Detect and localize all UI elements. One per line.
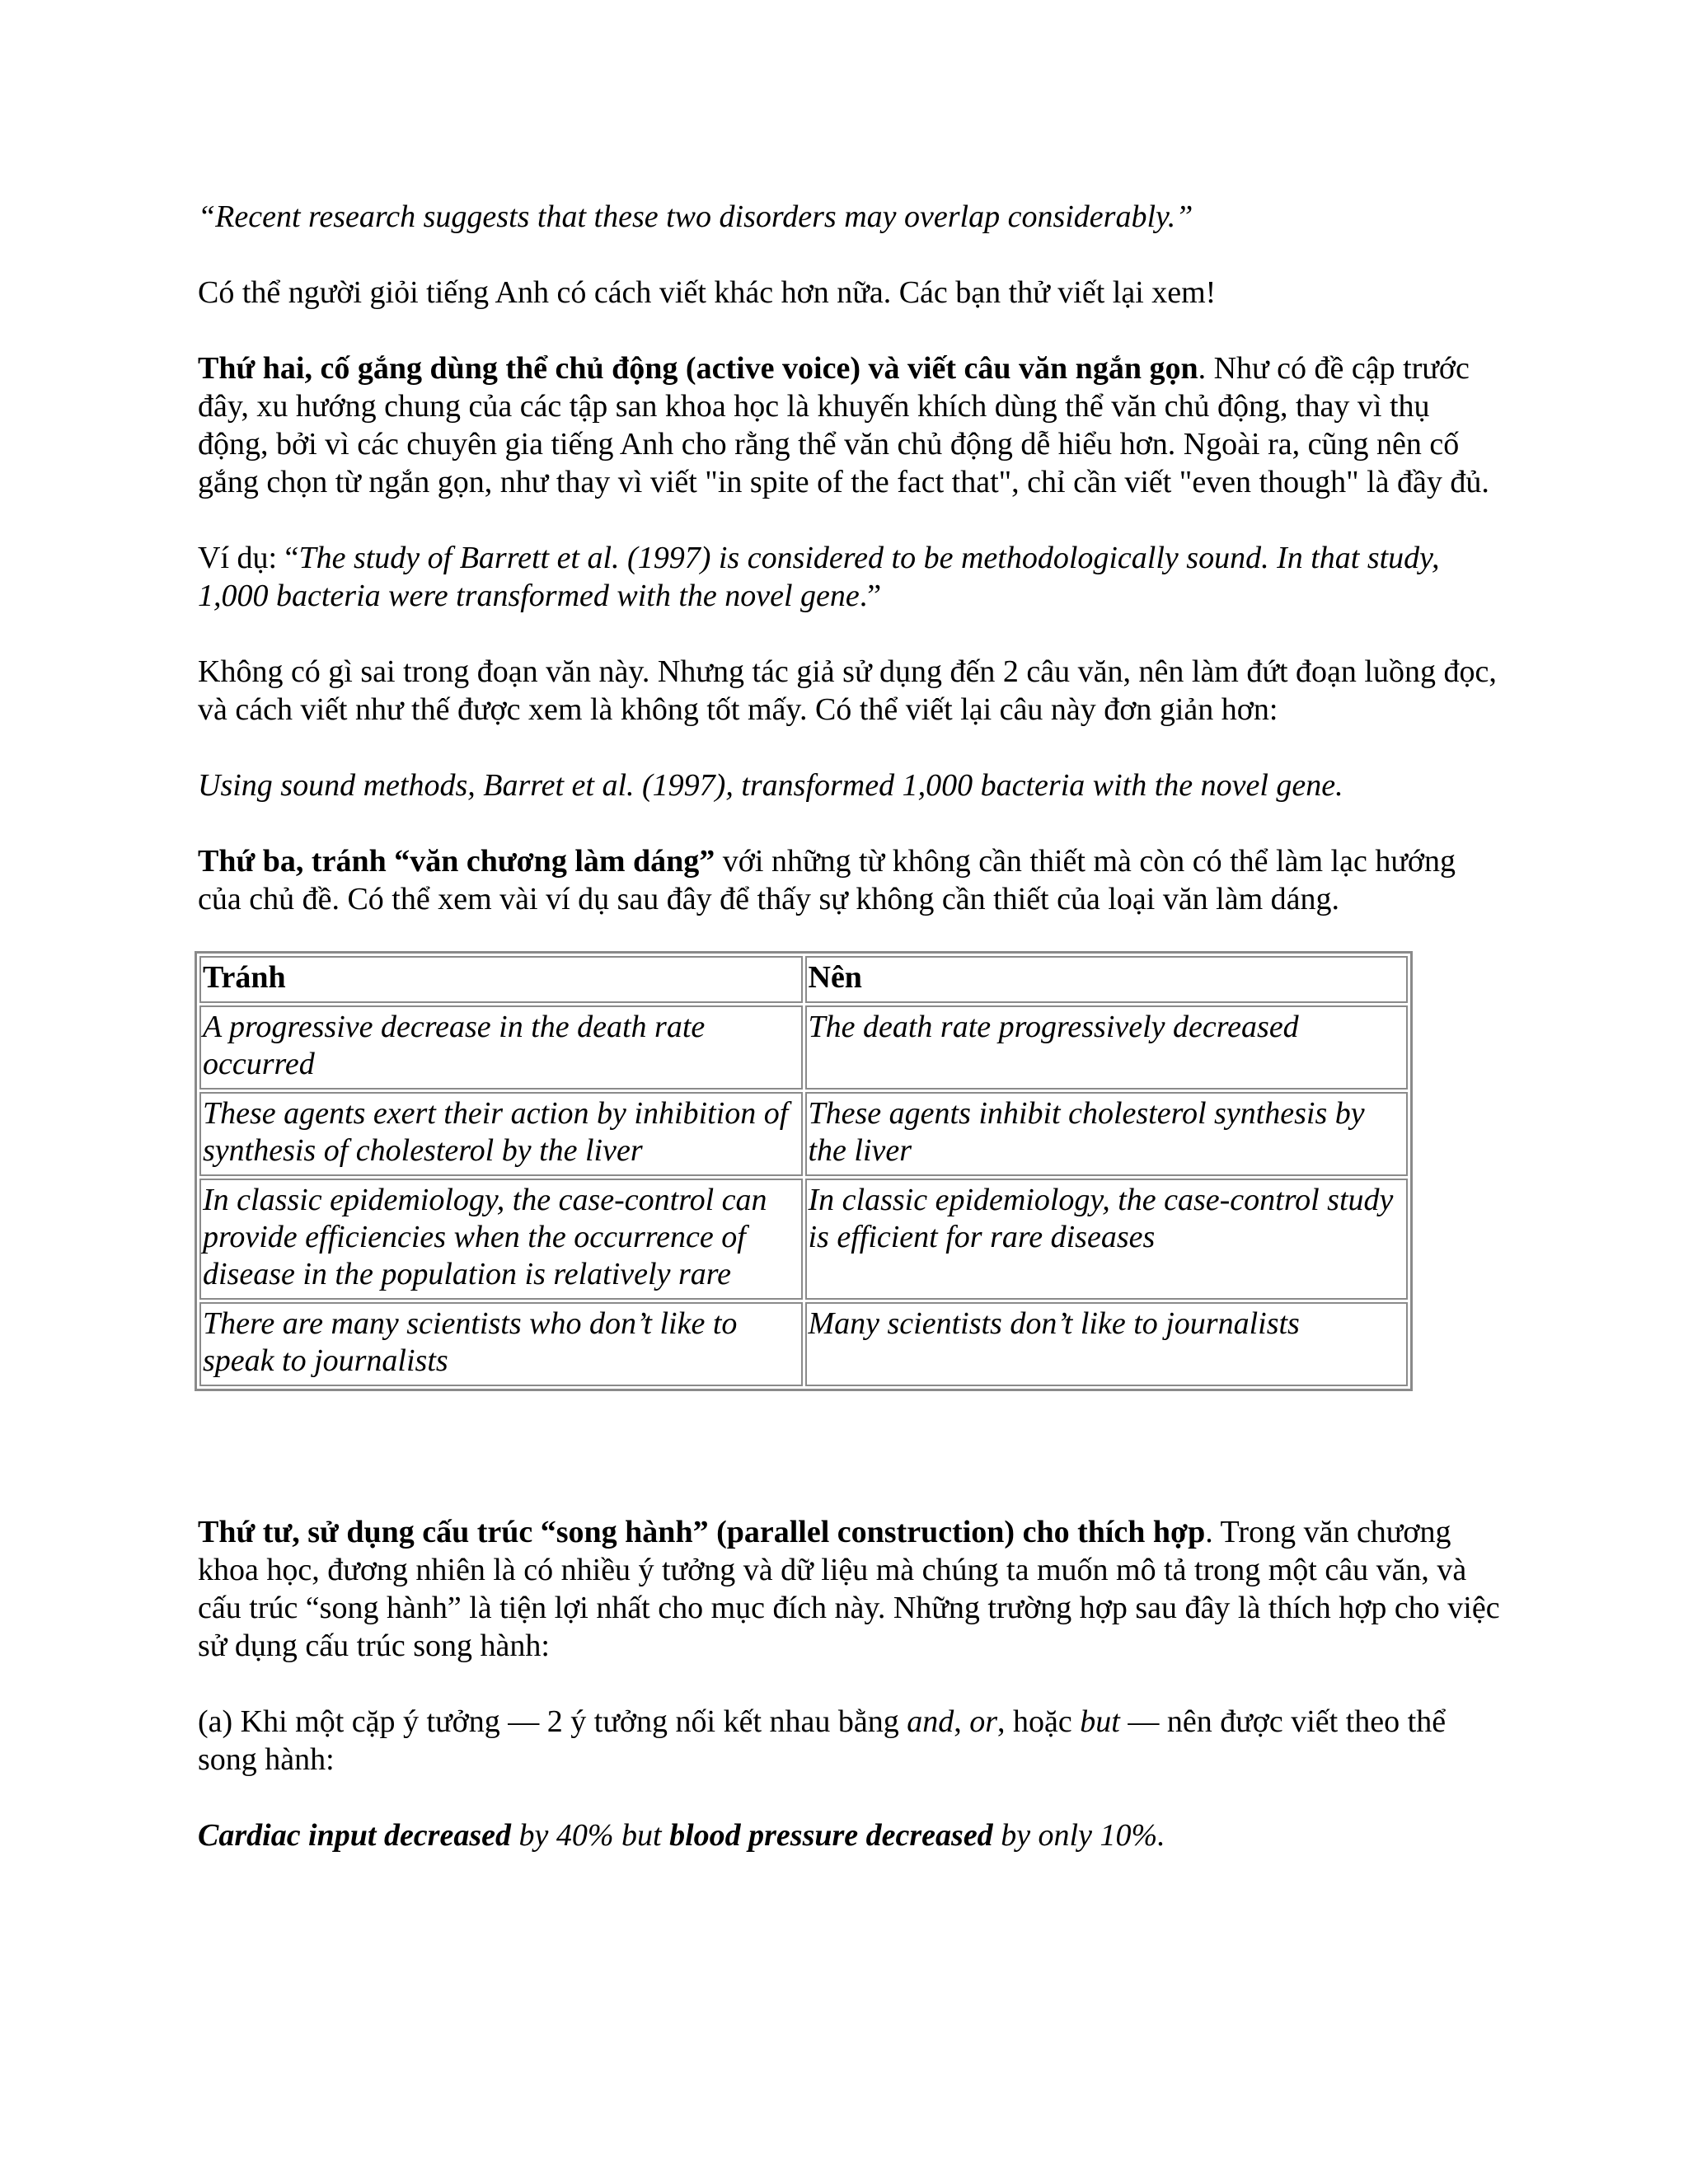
table-cell-avoid: There are many scientists who don’t like to speak to journalists [199,1302,803,1386]
table-row [199,1302,1408,1386]
table-cell-prefer: Many scientists don’t like to journalists [805,1302,1409,1386]
parallel-example-bold-1: Cardiac input decreased [198,1818,511,1853]
parallel-construction-body: . Trong văn chương khoa học, đương nhiên là có nhiều ý tưởng và dữ liệu mà chúng ta muốn mô tả trong một câu văn, và cấu trúc “song hành” là tiện lợi nhất cho mục đích này. Những trường hợp sau đây là thích hợp cho việc sử dụng cấu trúc song hành: [198,1515,1500,1663]
table-cell-avoid: In classic epidemiology, the case-control can provide efficiencies when the occurrence of disease in the population is relatively rare [199,1179,803,1300]
case-a-rest: — nên được viết theo thể song hành: [198,1704,1447,1777]
example-italic-text: The study of Barrett et al. (1997) is considered to be methodologically sound. In that study, 1,000 bacteria were transformed with the novel gene [198,541,1440,613]
case-a-comma: , [954,1704,970,1739]
table-cell-avoid: These agents exert their action by inhibition of synthesis of cholesterol by the liver [199,1092,803,1176]
active-voice-body: . Như có đề cập trước đây, xu hướng chung của các tập san khoa học là khuyến khích dùng thể văn chủ động, thay vì thụ động, bởi vì các chuyên gia tiếng Anh cho rằng thể văn chủ động dễ hiểu hơn. Ngoài ra, cũng nên cố gắng chọn từ ngắn gọn, như thay vì viết "in spite of the fact that", chỉ cần viết "even though" là đầy đủ. [198,351,1489,499]
case-a-or: or [969,1704,998,1739]
example-end: .” [859,579,882,613]
active-voice-heading: Thứ hai, cố gắng dùng thể chủ động (active voice) và viết câu văn ngắn gọn [198,351,1198,386]
avoid-flowery-body: với những từ không cần thiết mà còn có thể làm lạc hướng của chủ đề. Có thể xem vài ví dụ sau đây để thấy sự không cần thiết của loại văn làm dáng. [198,844,1456,916]
header-prefer: Nên [805,956,1409,1003]
table-cell-prefer: The death rate progressively decreased [805,1005,1409,1090]
document-page [198,198,1500,1854]
rewritten-sentence: Using sound methods, Barret et al. (1997), transformed 1,000 bacteria with the novel gene. [198,768,1343,803]
table-cell-avoid: A progressive decrease in the death rate occurred [199,1005,803,1090]
case-a-but: but [1080,1704,1120,1739]
case-a-hoac: , hoặc [997,1704,1081,1739]
critique-paragraph: Không có gì sai trong đoạn văn này. Nhưng tác giả sử dụng đến 2 câu văn, nên làm đứt đoạn luồng đọc, và cách viết như thế được xem là không tốt mấy. Có thể viết lại câu này đơn giản hơn: [198,654,1497,727]
table-row [199,1179,1408,1300]
table-row [199,1092,1408,1176]
parallel-construction-paragraph [198,1513,1500,1665]
example-paragraph [198,539,1500,615]
avoid-flowery-paragraph [198,842,1500,918]
parallel-example-italic-1: by 40% but [510,1818,670,1853]
table-cell-prefer: These agents inhibit cholesterol synthesis by the liver [805,1092,1409,1176]
table-cell-prefer: In classic epidemiology, the case-control study is efficient for rare diseases [805,1179,1409,1300]
active-voice-paragraph [198,349,1500,501]
parallel-construction-heading: Thứ tư, sử dụng cấu trúc “song hành” (parallel construction) cho thích hợp [198,1515,1206,1549]
header-avoid: Tránh [199,956,803,1003]
parallel-example-sentence [198,1816,1500,1854]
case-a-and: and [907,1704,954,1739]
parallel-example-italic-2: by only 10%. [992,1818,1165,1853]
rewrite-prompt-paragraph: Có thể người giỏi tiếng Anh có cách viết khác hơn nữa. Các bạn thử viết lại xem! [198,275,1217,310]
parallel-example-bold-2: blood pressure decreased [669,1818,993,1853]
table-row [199,1005,1408,1090]
example-lead: Ví dụ: “ [198,541,299,575]
case-a-lead: (a) Khi một cặp ý tưởng — 2 ý tưởng nối kết nhau bằng [198,1704,907,1739]
quote-example-paragraph: “Recent research suggests that these two disorders may overlap considerably.” [198,199,1193,234]
comparison-table [195,951,1413,1391]
case-a-paragraph [198,1703,1500,1779]
table-header-row [199,956,1408,1003]
avoid-flowery-heading: Thứ ba, tránh “văn chương làm dáng” [198,844,715,879]
